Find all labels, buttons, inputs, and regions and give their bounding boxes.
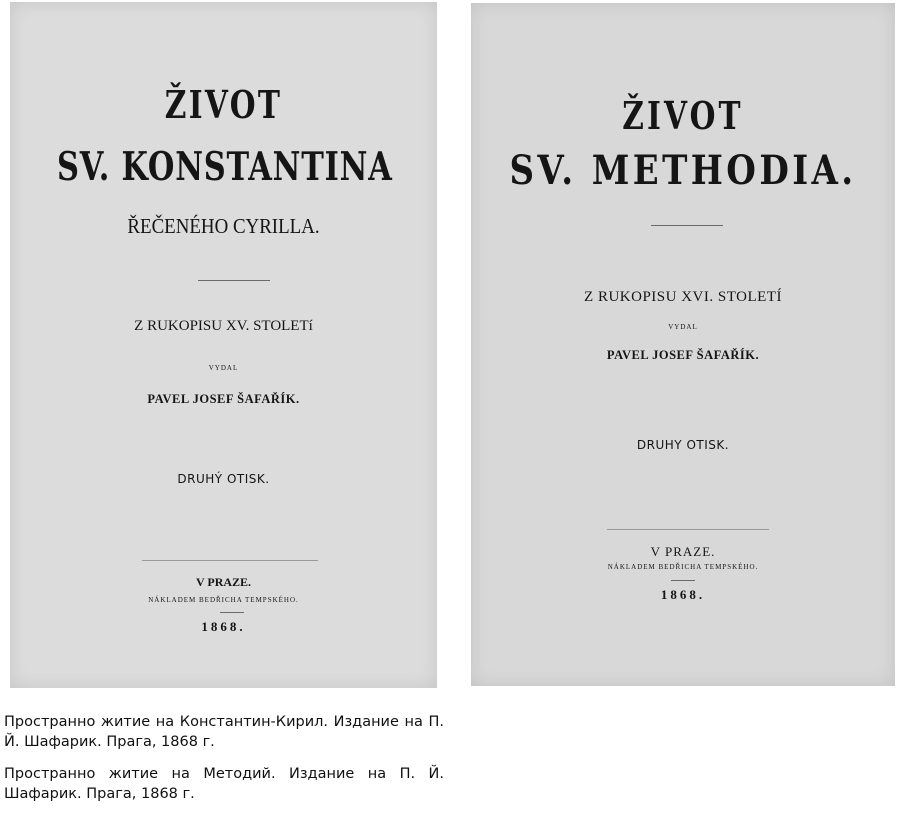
left-source: Z RUKOPISU XV. STOLETí — [134, 318, 313, 334]
right-year: 1868. — [660, 587, 706, 602]
right-edition: DRUHY OTISK. — [636, 438, 730, 452]
right-editor: PAVEL JOSEF ŠAFAŘÍK. — [606, 348, 760, 362]
left-title-page — [10, 2, 437, 688]
left-year: 1868. — [201, 619, 246, 634]
right-imprint-rule — [607, 529, 769, 530]
left-imprint-rule — [142, 560, 318, 561]
right-title-page — [471, 3, 895, 686]
right-publisher: NÁKLADEM BEDŘICHA TEMPSKÉHO. — [607, 563, 759, 571]
right-title-saint-name: SV. METHODIA. — [509, 147, 857, 194]
right-divider — [651, 225, 723, 226]
left-publisher: NÁKLADEM BEDŘICHA TEMPSKÉHO. — [148, 596, 299, 604]
left-edition: DRUHÝ OTISK. — [177, 472, 270, 486]
left-place: V PRAZE. — [195, 575, 252, 589]
left-divider — [198, 280, 270, 281]
caption-methodius: Пространно житие на Методий. Издание на П. Й. Шафарик. Прага, 1868 г. — [4, 766, 444, 802]
caption-konstantin: Пространно житие на Константин-Кирил. Издание на П. Й. Шафарик. Прага, 1868 г. — [4, 714, 444, 750]
right-title-zivot: ŽIVOT — [622, 93, 744, 138]
left-title-saint-name: SV. KONSTANTINA — [56, 144, 393, 190]
left-title-zivot: ŽIVOT — [164, 82, 283, 127]
captions — [4, 712, 444, 816]
right-source: Z RUKOPISU XVI. STOLETÍ — [584, 289, 782, 305]
left-title-subtitle: ŘEČENÉHO CYRILLA. — [127, 214, 320, 238]
left-editor: PAVEL JOSEF ŠAFAŘÍK. — [147, 392, 300, 406]
right-place: V PRAZE. — [650, 544, 716, 559]
right-short-rule — [671, 580, 695, 581]
left-short-rule — [220, 612, 244, 613]
left-edited-by: VYDAL — [208, 364, 239, 372]
right-edited-by: VYDAL — [668, 323, 698, 331]
